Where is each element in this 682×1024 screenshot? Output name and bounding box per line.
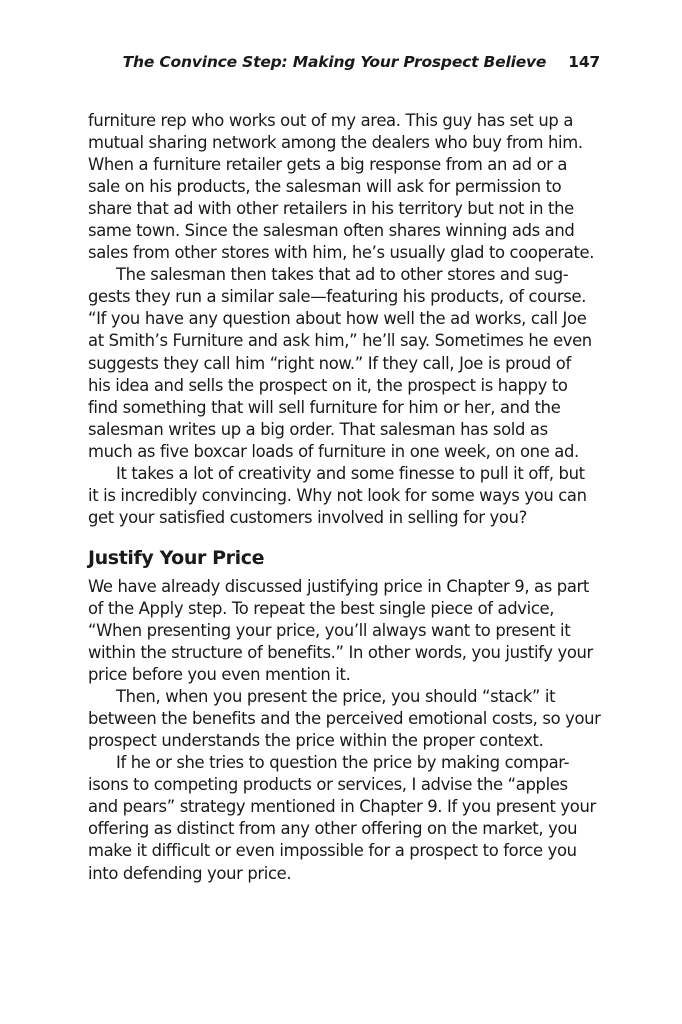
text-line: sales from other stores with him, he’s usually glad to cooperate. (88, 243, 595, 263)
paragraph (88, 110, 600, 264)
text-line: It takes a lot of creativity and some finesse to pull it off, but (116, 463, 585, 483)
text-line: at Smith’s Furniture and ask him,” he’ll say. Sometimes he even (88, 331, 592, 351)
text-line: When a furniture retailer gets a big response from an ad or a (88, 155, 568, 175)
text-line: sale on his products, the salesman will ask for permission to (88, 177, 562, 197)
text-line: his idea and sells the prospect on it, the prospect is happy to (88, 375, 568, 395)
text-line: it is incredibly convincing. Why not look for some ways you can (88, 485, 587, 505)
page-number: 147 (568, 53, 600, 71)
text-line: We have already discussed justifying price in Chapter 9, as part (88, 576, 590, 596)
text-line: If he or she tries to question the price by making compar- (116, 753, 570, 773)
running-head (123, 53, 600, 71)
text-line: within the structure of benefits.” In other words, you justify your (88, 643, 593, 663)
paragraph (88, 264, 600, 462)
text-line: mutual sharing network among the dealers who buy from him. (88, 133, 583, 153)
text-line: prospect understands the price within the proper context. (88, 731, 544, 751)
text-line: The salesman then takes that ad to other stores and sug- (116, 265, 569, 285)
book-page (88, 0, 600, 1024)
text-line: price before you even mention it. (88, 665, 351, 685)
text-line: isons to competing products or services, I advise the “apples (88, 775, 568, 795)
text-line: suggests they call him “right now.” If they call, Joe is proud of (88, 353, 571, 373)
text-line: much as five boxcar loads of furniture in one week, on one ad. (88, 441, 579, 461)
section-justify-price (88, 576, 600, 885)
text-line: and pears” strategy mentioned in Chapter 9. If you present your (88, 797, 596, 817)
body-text (88, 110, 600, 885)
paragraph (88, 686, 600, 752)
paragraph (88, 576, 600, 686)
chapter-title: The Convince Step: Making Your Prospect Believe (122, 53, 547, 71)
text-line: offering as distinct from any other offering on the market, you (88, 819, 578, 839)
text-line: make it difficult or even impossible for a prospect to force you (88, 841, 577, 861)
text-line: Then, when you present the price, you should “stack” it (116, 687, 556, 707)
paragraph (88, 463, 600, 529)
text-line: share that ad with other retailers in his territory but not in the (88, 199, 574, 219)
paragraph (88, 752, 600, 884)
text-line: into defending your price. (88, 863, 292, 883)
section-continued (88, 110, 600, 529)
text-line: same town. Since the salesman often shares winning ads and (88, 221, 575, 241)
text-line: find something that will sell furniture for him or her, and the (88, 397, 561, 417)
text-line: between the benefits and the perceived emotional costs, so your (88, 709, 601, 729)
text-line: salesman writes up a big order. That salesman has sold as (88, 419, 548, 439)
text-line: “When presenting your price, you’ll always want to present it (88, 620, 571, 640)
text-line: gests they run a similar sale—featuring his products, of course. (88, 287, 587, 307)
text-line: of the Apply step. To repeat the best single piece of advice, (88, 598, 555, 618)
text-line: “If you have any question about how well the ad works, call Joe (88, 309, 587, 329)
text-line: get your satisfied customers involved in selling for you? (88, 507, 527, 527)
text-line: furniture rep who works out of my area. This guy has set up a (88, 111, 574, 130)
section-heading: Justify Your Price (88, 546, 265, 569)
